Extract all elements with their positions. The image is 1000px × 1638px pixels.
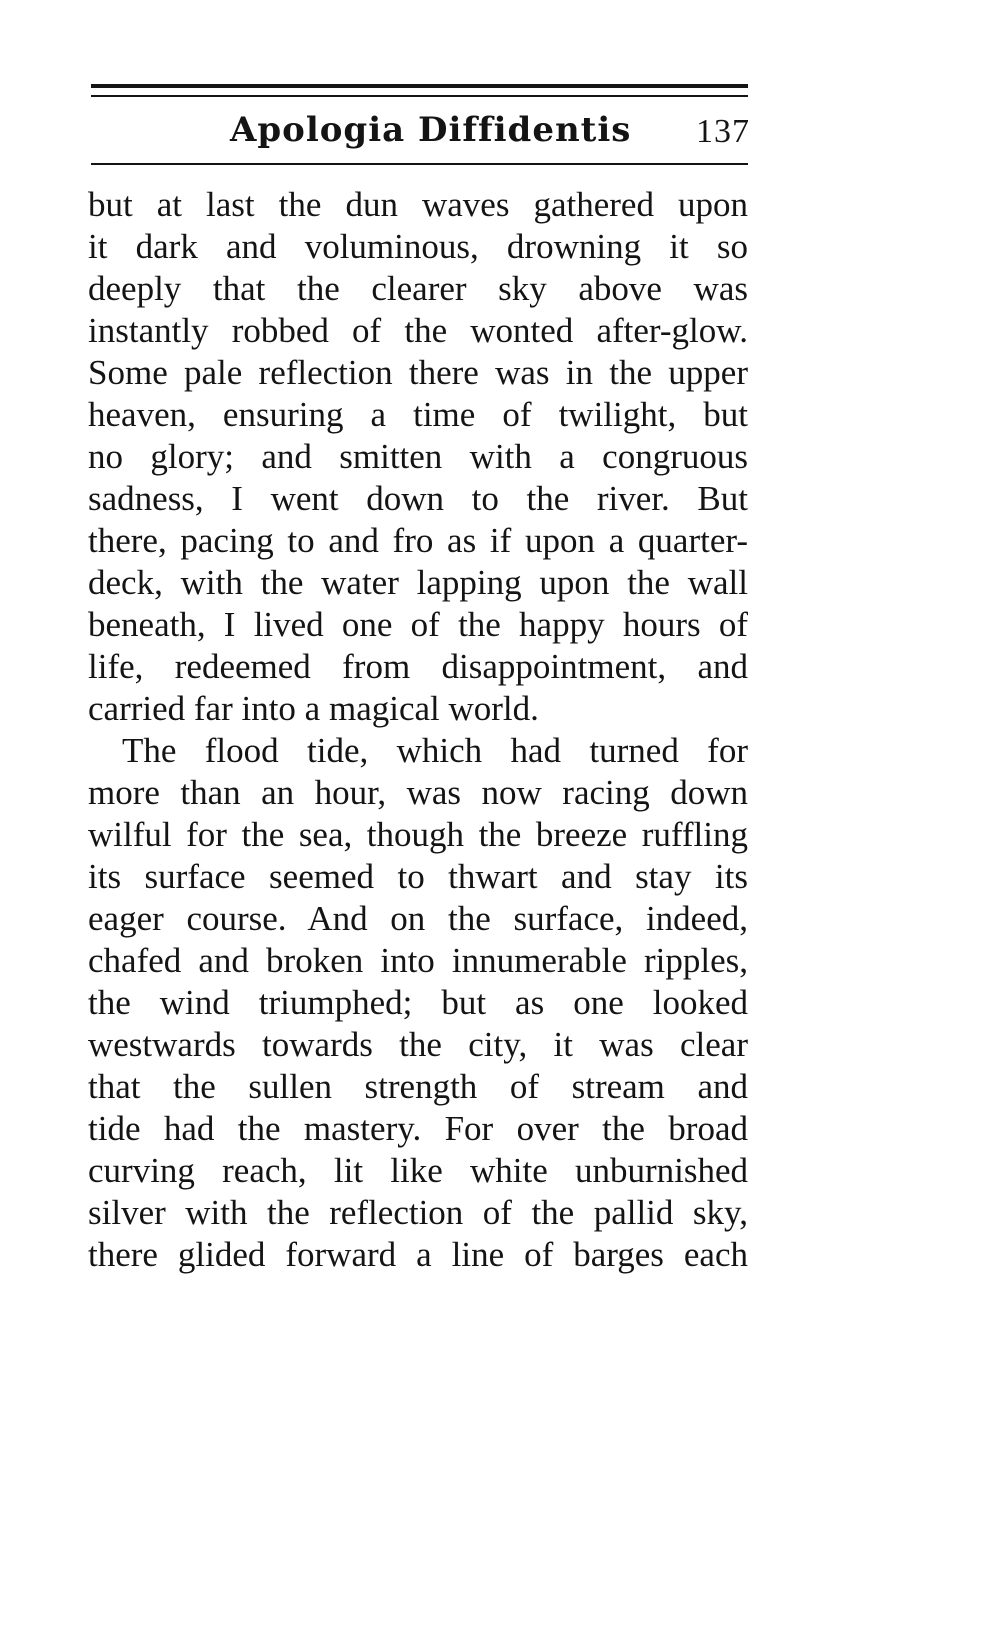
text-line: there, pacing to and fro as if upon a quarter-	[88, 521, 748, 560]
text-line: curving reach, lit like white unburnished	[88, 1151, 748, 1190]
text-line: but at last the dun waves gathered upon	[88, 185, 748, 224]
text-line: heaven, ensuring a time of twilight, but	[88, 395, 748, 434]
body-text	[88, 184, 748, 1276]
text-line: chafed and broken into innumerable ripples,	[88, 941, 748, 980]
text-line: its surface seemed to thwart and stay its	[88, 857, 748, 896]
text-line: Some pale reflection there was in the upper	[88, 353, 748, 392]
text-line: deeply that the clearer sky above was	[88, 269, 748, 308]
running-title: Apologia Diffidentis	[230, 110, 632, 150]
text-line: no glory; and smitten with a congruous	[88, 437, 748, 476]
paragraph-end-line: carried far into a magical world.	[88, 689, 539, 728]
text-line: beneath, I lived one of the happy hours of	[88, 605, 748, 644]
text-line: eager course. And on the surface, indeed,	[88, 899, 748, 938]
text-line: that the sullen strength of stream and	[88, 1067, 748, 1106]
text-line: life, redeemed from disappointment, and	[88, 647, 748, 686]
header-rule-bottom	[91, 163, 748, 165]
text-line: wilful for the sea, though the breeze ruffling	[88, 815, 748, 854]
text-line: deck, with the water lapping upon the wall	[88, 563, 748, 602]
text-line: sadness, I went down to the river. But	[88, 479, 748, 518]
header-rule-thick	[91, 84, 748, 88]
text-line: silver with the reflection of the pallid sky,	[88, 1193, 748, 1232]
text-line: there glided forward a line of barges each	[88, 1235, 748, 1274]
text-line: tide had the mastery. For over the broad	[88, 1109, 748, 1148]
text-line: westwards towards the city, it was clear	[88, 1025, 748, 1064]
page-number: 137	[696, 113, 750, 150]
text-line: instantly robbed of the wonted after-glow.	[88, 311, 748, 350]
paragraph-start-line: The flood tide, which had turned for	[122, 731, 748, 770]
header-rule-thin	[91, 95, 748, 97]
text-line: the wind triumphed; but as one looked	[88, 983, 748, 1022]
text-line: it dark and voluminous, drowning it so	[88, 227, 748, 266]
text-line: more than an hour, was now racing down	[88, 773, 748, 812]
